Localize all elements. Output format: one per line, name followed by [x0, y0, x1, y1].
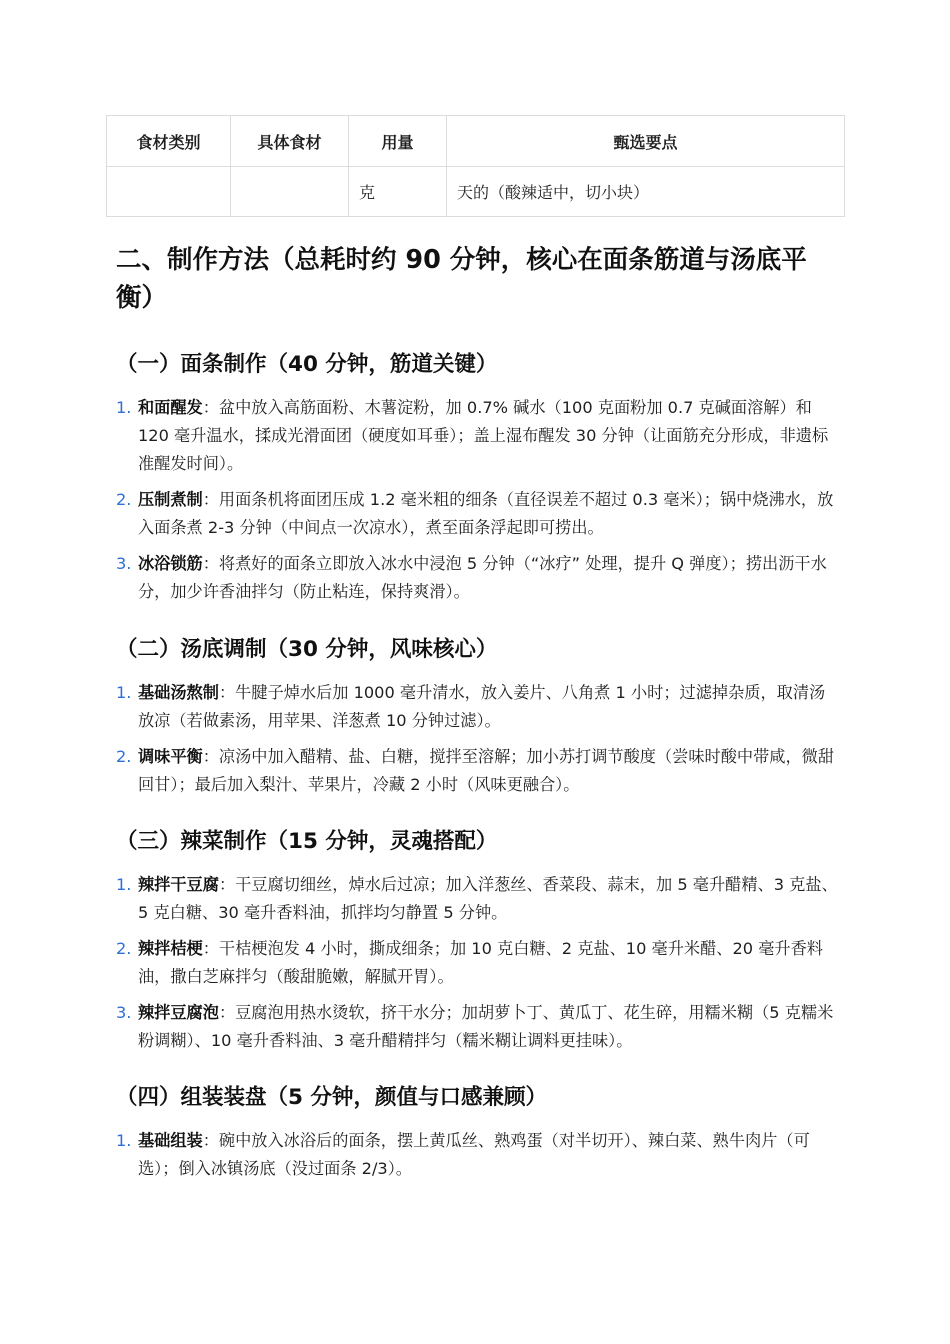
steps-list-side-dishes	[116, 871, 838, 1063]
list-item	[116, 486, 838, 542]
step-number: 1.	[116, 398, 132, 417]
subsection-title-assembly: （四）组装装盘（5 分钟，颜值与口感兼顾）	[116, 1085, 547, 1110]
table-header-cell: 具体食材	[231, 116, 349, 167]
step-text: ：凉汤中加入醋精、盐、白糖，搅拌至溶解；加小苏打调节酸度（尝味时酸中带咸，微甜回甘）；最后加入梨汁、苹果片，冷藏 2 小时（风味更融合）。	[138, 747, 835, 794]
step-label: 辣拌干豆腐	[138, 875, 219, 894]
table-row	[107, 167, 845, 217]
step-label: 基础组装	[138, 1131, 203, 1150]
step-text: ：干豆腐切细丝，焯水后过凉；加入洋葱丝、香菜段、蒜末，加 5 毫升醋精、3 克盐、5 克白糖、30 毫升香料油，抓拌均匀静置 5 分钟。	[138, 875, 838, 922]
step-label: 冰浴锁筋	[138, 554, 203, 573]
steps-list-noodles	[116, 394, 838, 614]
subsection-title-broth: （二）汤底调制（30 分钟，风味核心）	[116, 637, 498, 662]
list-item	[116, 1127, 838, 1183]
list-item	[116, 550, 838, 606]
step-number: 1.	[116, 875, 132, 894]
table-header-cell: 食材类别	[107, 116, 231, 167]
step-number: 2.	[116, 939, 132, 958]
table-header-cell: 用量	[349, 116, 447, 167]
table-header-cell: 甄选要点	[447, 116, 845, 167]
step-number: 2.	[116, 490, 132, 509]
list-item	[116, 999, 838, 1055]
table-header-row	[107, 116, 845, 167]
step-label: 基础汤熬制	[138, 683, 219, 702]
step-label: 压制煮制	[138, 490, 203, 509]
step-number: 3.	[116, 554, 132, 573]
step-text: ：干桔梗泡发 4 小时，撕成细条；加 10 克白糖、2 克盐、10 毫升米醋、20 毫升香料油，撒白芝麻拌匀（酸甜脆嫩，解腻开胃）。	[138, 939, 823, 986]
step-number: 1.	[116, 1131, 132, 1150]
step-label: 调味平衡	[138, 747, 203, 766]
step-text: ：将煮好的面条立即放入冰水中浸泡 5 分钟（“冰疗” 处理，提升 Q 弹度）；捞出沥干水分，加少许香油拌匀（防止粘连，保持爽滑）。	[138, 554, 827, 601]
steps-list-assembly	[116, 1127, 838, 1191]
step-text: ：牛腱子焯水后加 1000 毫升清水，放入姜片、八角煮 1 小时；过滤掉杂质，取清汤放凉（若做素汤，用苹果、洋葱煮 10 分钟过滤）。	[138, 683, 826, 730]
subsection-title-side-dishes: （三）辣菜制作（15 分钟，灵魂搭配）	[116, 829, 498, 854]
list-item	[116, 679, 838, 735]
step-number: 2.	[116, 747, 132, 766]
step-label: 辣拌桔梗	[138, 939, 203, 958]
table-cell	[107, 167, 231, 217]
step-text: ：豆腐泡用热水烫软，挤干水分；加胡萝卜丁、黄瓜丁、花生碎，用糯米糊（5 克糯米粉调糊）、10 毫升香料油、3 毫升醋精拌匀（糯米糊让调料更挂味）。	[138, 1003, 834, 1050]
list-item	[116, 394, 838, 478]
table-cell: 天的（酸辣适中，切小块）	[447, 167, 845, 217]
step-text: ：碗中放入冰浴后的面条，摆上黄瓜丝、熟鸡蛋（对半切开）、辣白菜、熟牛肉片（可选）；倒入冰镇汤底（没过面条 2/3）。	[138, 1131, 810, 1178]
step-text: ：用面条机将面团压成 1.2 毫米粗的细条（直径误差不超过 0.3 毫米）；锅中烧沸水，放入面条煮 2-3 分钟（中间点一次凉水），煮至面条浮起即可捞出。	[138, 490, 834, 537]
step-number: 1.	[116, 683, 132, 702]
list-item	[116, 935, 838, 991]
list-item	[116, 871, 838, 927]
subsection-title-noodles: （一）面条制作（40 分钟，筋道关键）	[116, 352, 498, 377]
list-item	[116, 743, 838, 799]
ingredient-table	[106, 115, 845, 217]
steps-list-broth	[116, 679, 838, 807]
section-title: 二、制作方法（总耗时约 90 分钟，核心在面条筋道与汤底平衡）	[116, 245, 807, 313]
step-label: 辣拌豆腐泡	[138, 1003, 219, 1022]
table-cell	[231, 167, 349, 217]
table-cell: 克	[349, 167, 447, 217]
step-text: ：盆中放入高筋面粉、木薯淀粉，加 0.7% 碱水（100 克面粉加 0.7 克碱面溶解）和 120 毫升温水，揉成光滑面团（硬度如耳垂）；盖上湿布醒发 30 分钟（让面筋充分形成，非遗标准醒发时间）。	[138, 398, 829, 473]
step-label: 和面醒发	[138, 398, 203, 417]
step-number: 3.	[116, 1003, 132, 1022]
